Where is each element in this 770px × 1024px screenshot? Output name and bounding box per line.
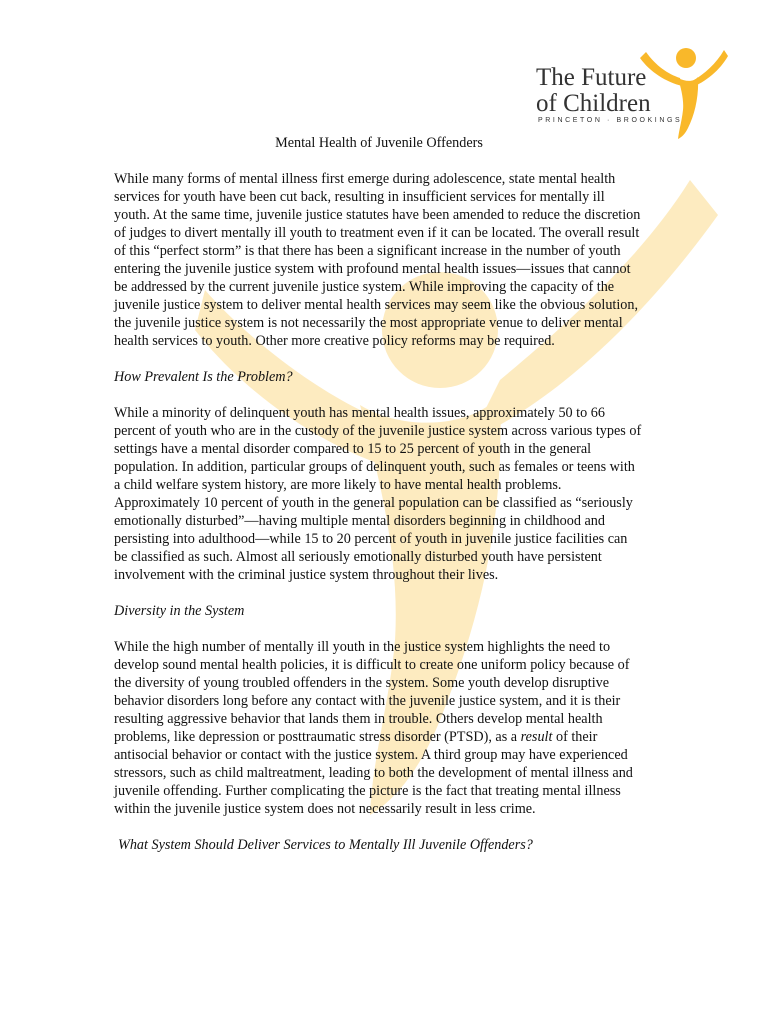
section-heading-prevalence: How Prevalent Is the Problem?: [114, 369, 293, 385]
diversity-text-part1: While the high number of mentally ill youth in the justice system highlights the need to develop sound mental health policies, it is difficult to create one uniform policy because of the diversity of young troubled offenders in the system. Some youth develop disruptive behavior disorders long before any contact with the juvenile justice system, and it is their resulting aggressive behavior that lands them in trouble. Others develop mental health problems, like depression or posttraumatic stress disorder (PTSD), as a: [114, 639, 630, 745]
section-heading-diversity: Diversity in the System: [114, 603, 245, 619]
document-title: Mental Health of Juvenile Offenders: [275, 135, 483, 151]
section-heading-delivery: What System Should Deliver Services to Mentally Ill Juvenile Offenders?: [118, 837, 533, 853]
prevalence-paragraph: While a minority of delinquent youth has mental health issues, approximately 50 to 66 percent of youth who are in the custody of the juvenile justice system across various types of settings have a mental disorder compared to 15 to 25 percent of youth in the general population. In addition, particular groups of delinquent youth, such as females or teens with a child welfare system history, are more likely to have mental health problems. Approximately 10 percent of youth in the general population can be classified as “seriously emotionally disturbed”—having multiple mental disorders beginning in childhood and persisting into adulthood—while 15 to 20 percent of youth in juvenile justice facilities can be classified as such. Almost all seriously emotionally disturbed youth have persistent involvement with the criminal justice system throughout their lives.: [114, 405, 642, 583]
logo-title-line2: of Children: [536, 90, 651, 117]
logo-subtitle: PRINCETON · BROOKINGS: [538, 117, 683, 124]
logo-title-line1: The Future: [536, 64, 647, 91]
diversity-emphasis: result: [520, 729, 553, 745]
diversity-paragraph: [114, 638, 644, 818]
intro-paragraph: While many forms of mental illness first emerge during adolescence, state mental health services for youth have been cut back, resulting in insufficient services for mentally ill youth. At the same time, juvenile justice statutes have been amended to reduce the discretion of judges to divert mentally ill youth to treatment even if it can be located. The overall result of this “perfect storm” is that there has been a significant increase in the number of youth entering the juvenile justice system with profound mental health issues—issues that cannot be addressed by the current juvenile justice system. While improving the capacity of the juvenile justice system to deliver mental health services may seem like the obvious solution, the juvenile justice system is not necessarily the most appropriate venue to deliver mental health services to youth. Other more creative policy reforms may be required.: [114, 171, 641, 349]
diversity-text-part2: of their antisocial behavior or contact with the justice system. A third group may have experienced stressors, such as child maltreatment, leading to both the development of mental illness and juvenile offending. Further complicating the picture is the fact that treating mental illness within the juvenile justice system does not necessarily result in less crime.: [114, 729, 633, 817]
document-body: [114, 134, 644, 872]
